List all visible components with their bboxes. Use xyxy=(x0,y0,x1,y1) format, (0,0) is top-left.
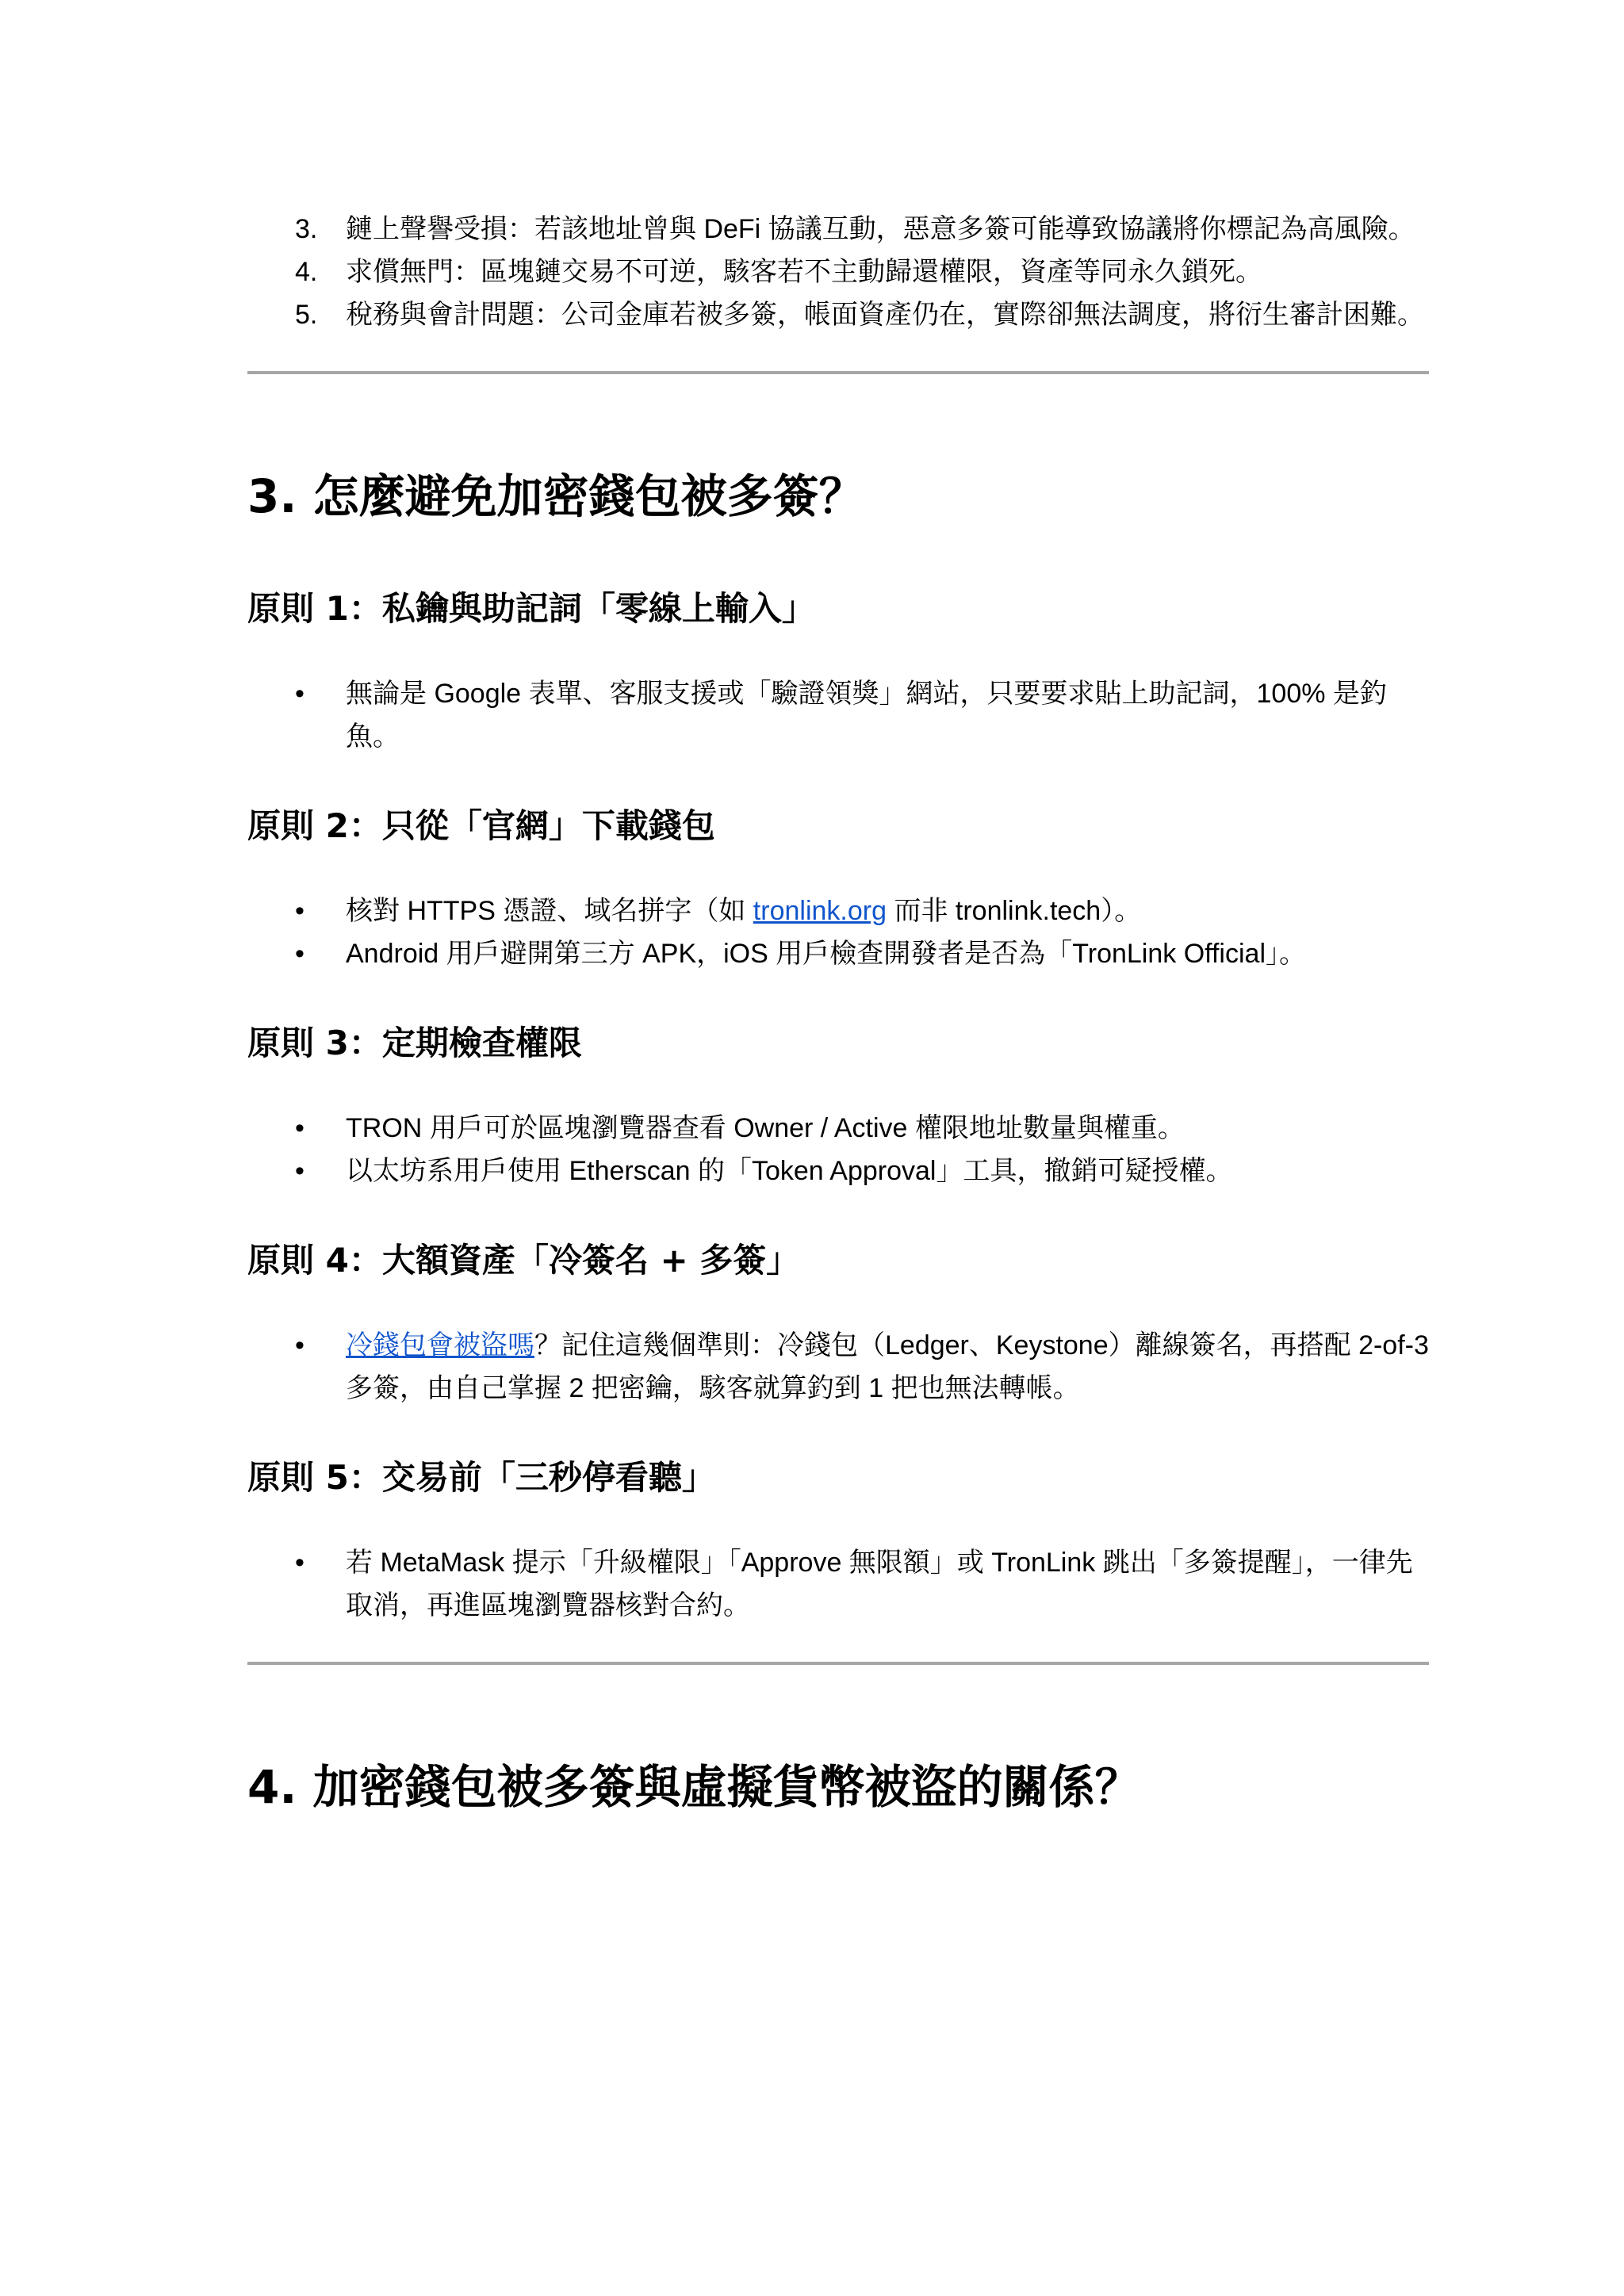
document-page xyxy=(247,208,1429,1816)
principle-heading: 原則 2：只從「官網」下載錢包 xyxy=(247,806,715,845)
bullet-dot-icon: • xyxy=(295,896,304,926)
list-item xyxy=(247,1324,1429,1410)
list-item xyxy=(247,1541,1429,1627)
principle-heading: 原則 5：交易前「三秒停看聽」 xyxy=(247,1458,715,1497)
list-item xyxy=(247,890,1429,932)
bullet-list xyxy=(247,1324,1429,1410)
text-segment: 核對 HTTPS 憑證、域名拼字（如 xyxy=(346,896,753,926)
bullet-list xyxy=(247,672,1429,758)
bullet-dot-icon: • xyxy=(295,1156,304,1186)
principle-heading: 原則 1：私鑰與助記詞「零線上輸入」 xyxy=(247,589,815,628)
list-item xyxy=(247,293,1429,336)
list-number: 5. xyxy=(295,300,318,330)
list-item-text: 鏈上聲譽受損：若該地址曾與 DeFi 協議互動，惡意多簽可能導致協議將你標記為高風險。 xyxy=(346,214,1415,244)
text-segment: ？記住這幾個準則：冷錢包（Ledger、Keystone）離線簽名，再搭配 2-of-3 多簽，由自己掌握 2 把密鑰，駭客就算釣到 1 把也無法轉帳。 xyxy=(346,1330,1429,1403)
bullet-dot-icon: • xyxy=(295,1113,304,1143)
section-title: 4. 加密錢包被多簽與虛擬貨幣被盜的關係？ xyxy=(247,1760,1141,1814)
horizontal-divider xyxy=(247,371,1429,374)
principle-heading: 原則 3：定期檢查權限 xyxy=(247,1024,582,1062)
horizontal-divider xyxy=(247,1662,1429,1665)
bullet-dot-icon: • xyxy=(295,1548,304,1578)
bullet-dot-icon: • xyxy=(295,1330,304,1360)
list-number: 3. xyxy=(295,214,318,244)
list-item xyxy=(247,932,1429,975)
list-item-text: 求償無門：區塊鏈交易不可逆，駭客若不主動歸還權限，資產等同永久鎖死。 xyxy=(346,257,1262,287)
list-item-text: 稅務與會計問題：公司金庫若被多簽，帳面資產仍在，實際卻無法調度，將衍生審計困難。 xyxy=(346,300,1424,330)
bullet-dot-icon: • xyxy=(295,939,304,969)
list-item-text: TRON 用戶可於區塊瀏覽器查看 Owner / Active 權限地址數量與權重。 xyxy=(346,1113,1185,1143)
list-item xyxy=(247,672,1429,758)
tronlink-official-link[interactable]: tronlink.org xyxy=(753,896,887,926)
list-item-text xyxy=(346,1330,1429,1403)
principle-heading: 原則 4：大額資產「冷簽名 + 多簽」 xyxy=(247,1241,800,1280)
text-segment: 而非 tronlink.tech）。 xyxy=(887,896,1142,926)
list-item-text xyxy=(346,896,1141,926)
list-item xyxy=(247,1150,1429,1192)
list-item xyxy=(247,208,1429,251)
bullet-dot-icon: • xyxy=(295,679,304,709)
list-item-text: 以太坊系用戶使用 Etherscan 的「Token Approval」工具，撤銷可疑授權。 xyxy=(346,1156,1233,1186)
list-item xyxy=(247,251,1429,293)
bullet-list xyxy=(247,890,1429,975)
bullet-list xyxy=(247,1541,1429,1627)
section-title: 3. 怎麼避免加密錢包被多簽？ xyxy=(247,469,865,523)
cold-wallet-article-link[interactable]: 冷錢包會被盜嗎 xyxy=(346,1330,534,1360)
list-number: 4. xyxy=(295,257,318,287)
risk-list xyxy=(247,208,1429,336)
bullet-list xyxy=(247,1107,1429,1192)
list-item xyxy=(247,1107,1429,1150)
list-item-text: Android 用戶避開第三方 APK，iOS 用戶檢查開發者是否為「TronLink Official」。 xyxy=(346,939,1306,969)
list-item-text: 若 MetaMask 提示「升級權限」「Approve 無限額」或 TronLink 跳出「多簽提醒」，一律先取消，再進區塊瀏覽器核對合約。 xyxy=(346,1548,1413,1621)
list-item-text: 無論是 Google 表單、客服支援或「驗證領獎」網站，只要要求貼上助記詞，100% 是釣魚。 xyxy=(346,679,1387,752)
